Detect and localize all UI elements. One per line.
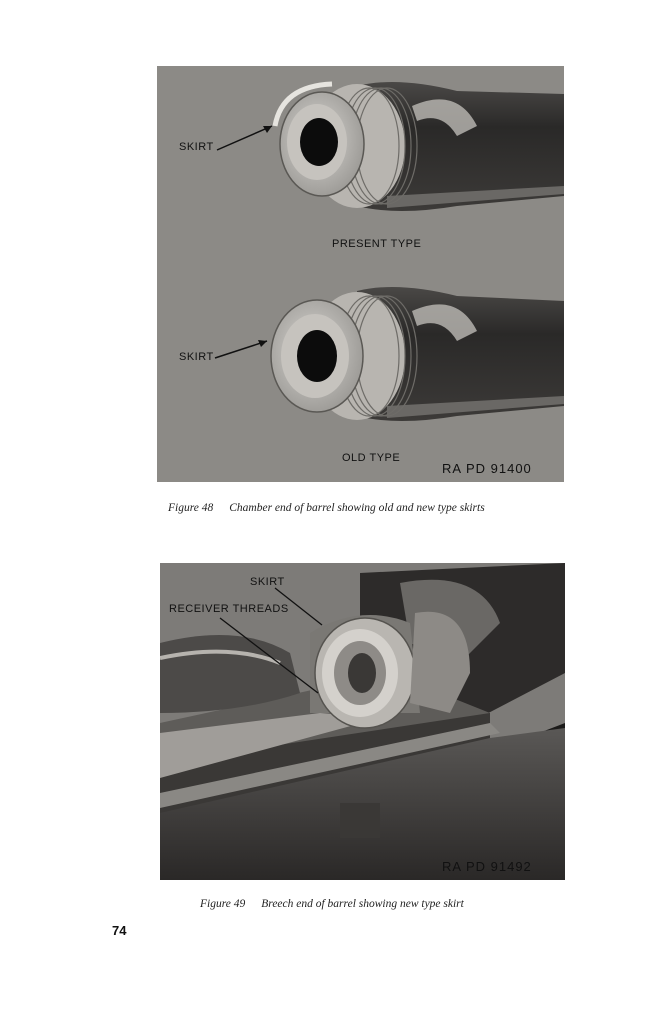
present-type-barrel [275,82,564,211]
skirt-top-arrow [217,126,272,150]
old-type-barrel [271,287,564,421]
figure-48-caption-text: Chamber end of barrel showing old and new type skirts [229,502,485,514]
skirt-label-bottom: SKIRT [179,351,214,363]
skirt-label: SKIRT [250,576,285,588]
figure-48-photo [157,66,564,482]
figure-49-reference: RA PD 91492 [442,859,532,874]
present-type-label: PRESENT TYPE [332,238,422,250]
barrel-breech [310,612,470,728]
old-type-label: OLD TYPE [342,452,401,464]
figure-48-reference: RA PD 91400 [442,461,532,476]
figure-49-caption-text: Breech end of barrel showing new type skirt [261,898,464,910]
skirt-bottom-arrow [215,341,267,358]
figure-49-caption [200,899,464,911]
page-number: 74 [112,923,127,938]
figure-48-number: Figure 48 [168,502,214,514]
skirt-label-top: SKIRT [179,141,214,153]
barrel-chamber-illustration [157,66,564,482]
figure-49-photo [160,563,565,880]
figure-48-caption [168,503,485,515]
receiver-threads-label: RECEIVER THREADS [169,603,289,615]
figure-49-number: Figure 49 [200,898,246,910]
